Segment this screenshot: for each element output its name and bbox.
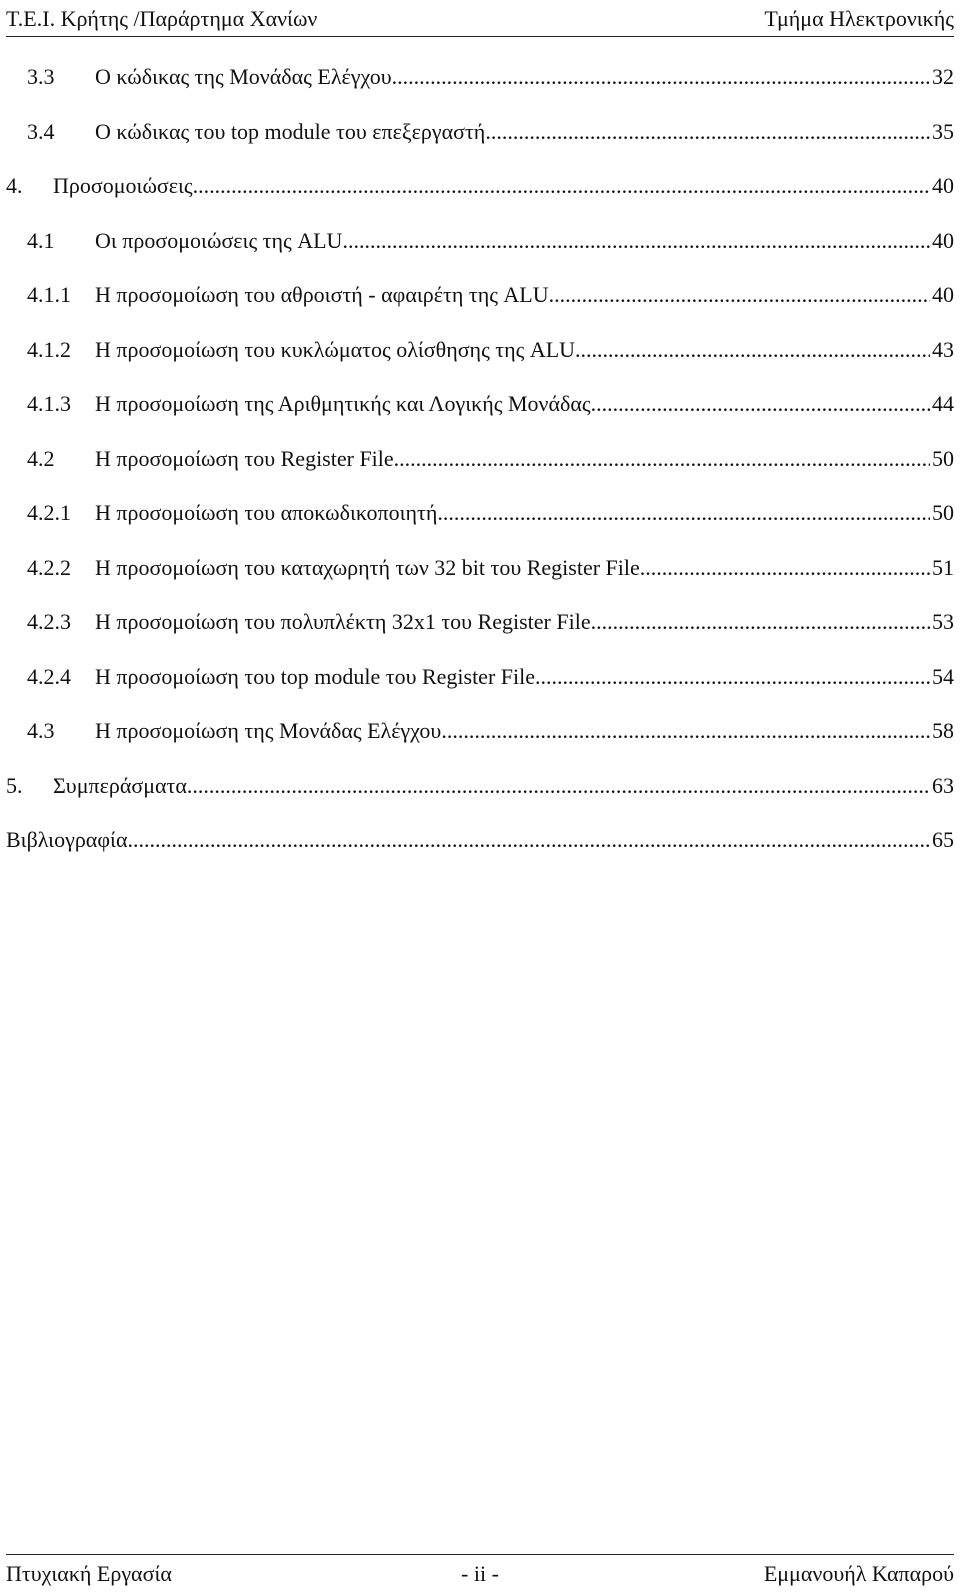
toc-entry-title: Η προσομοίωση του καταχωρητή των 32 bit του Register File xyxy=(95,554,640,580)
toc-entry-title: Ο κώδικας του top module του επεξεργαστή xyxy=(95,118,486,144)
header-department: Τμήμα Ηλεκτρονικής xyxy=(764,6,954,31)
toc-entry-title: Οι προσομοιώσεις της ALU xyxy=(95,227,343,253)
toc-entry-page: 40 xyxy=(932,173,954,198)
toc-entry-line xyxy=(27,650,954,704)
toc-dot-leader xyxy=(575,323,930,377)
toc-entry-number: 5. xyxy=(6,772,23,798)
footer-document-type: Πτυχιακή Εργασία xyxy=(6,1561,172,1586)
page-header xyxy=(6,2,954,37)
toc-entry-number: 4.2.3 xyxy=(27,609,71,634)
toc-entry-title: Η προσομοίωση του αθροιστή - αφαιρέτη της ALU xyxy=(95,282,549,307)
toc-entry-number: 4.1.1 xyxy=(27,282,71,307)
toc-entry[interactable] xyxy=(6,159,954,214)
toc-entry-title: Η προσομοίωση του Register File xyxy=(95,445,394,471)
toc-entry-line xyxy=(27,486,954,540)
toc-dot-leader xyxy=(591,377,930,431)
toc-dot-leader xyxy=(485,105,930,159)
toc-entry-number: 4.2.2 xyxy=(27,554,71,580)
toc-entry-title: Βιβλιογραφία xyxy=(6,827,128,852)
toc-entry-page: 63 xyxy=(932,772,954,798)
toc-entry-page: 43 xyxy=(932,336,954,362)
toc-dot-leader xyxy=(127,813,930,867)
toc-entry[interactable] xyxy=(6,50,954,105)
toc-entry-page: 65 xyxy=(932,827,954,852)
toc-entry[interactable] xyxy=(6,704,954,759)
toc-dot-leader xyxy=(591,595,930,649)
toc-entry-line xyxy=(6,813,954,867)
toc-entry[interactable] xyxy=(6,432,954,487)
footer-page-number: - ii - xyxy=(461,1561,499,1586)
toc-entry-line xyxy=(27,704,954,758)
toc-dot-leader xyxy=(535,650,930,704)
toc-entry-number: 4.2.4 xyxy=(27,663,71,689)
toc-entry-title: Η προσομοίωση της Μονάδας Ελέγχου xyxy=(95,718,442,743)
toc-dot-leader xyxy=(441,704,930,758)
toc-entry[interactable] xyxy=(6,813,954,868)
toc-dot-leader xyxy=(392,50,930,104)
toc-entry-title: Η προσομοίωση του πολυπλέκτη 32x1 του Register File xyxy=(95,609,591,634)
toc-entry[interactable] xyxy=(6,486,954,541)
toc-entry-title: Η προσομοίωση του αποκωδικοποιητή xyxy=(95,500,438,525)
toc-entry[interactable] xyxy=(6,595,954,650)
toc-dot-leader xyxy=(193,159,930,213)
page-footer xyxy=(6,1554,954,1591)
toc-entry-number: 4. xyxy=(6,173,23,198)
footer-author: Εμμανουήλ Καπαρού xyxy=(763,1561,954,1586)
toc-entry-line xyxy=(27,214,954,268)
toc-entry-number: 4.1.3 xyxy=(27,391,71,416)
toc-entry-page: 58 xyxy=(932,718,954,743)
toc-entry[interactable] xyxy=(6,268,954,323)
toc-entry-page: 32 xyxy=(932,64,954,89)
toc-entry-number: 3.3 xyxy=(27,64,55,89)
toc-entry-title: Προσομοιώσεις xyxy=(53,173,193,198)
toc-entry-page: 40 xyxy=(932,282,954,307)
toc-dot-leader xyxy=(549,268,930,322)
toc-entry-line xyxy=(27,377,954,431)
header-institution: Τ.Ε.Ι. Κρήτης /Παράρτημα Χανίων xyxy=(6,6,318,31)
table-of-contents xyxy=(6,50,954,868)
toc-entry-page: 50 xyxy=(932,500,954,525)
toc-entry-line xyxy=(27,595,954,649)
toc-entry-number: 4.1.2 xyxy=(27,336,71,362)
toc-entry-title: Συμπεράσματα xyxy=(53,772,187,798)
toc-entry-title: Ο κώδικας της Μονάδας Ελέγχου xyxy=(95,64,392,89)
toc-dot-leader xyxy=(640,541,930,595)
toc-entry-title: Η προσομοίωση του κυκλώματος ολίσθησης της ALU xyxy=(95,336,576,362)
toc-entry[interactable] xyxy=(6,541,954,596)
toc-entry-line xyxy=(27,432,954,486)
toc-entry-page: 51 xyxy=(932,554,954,580)
toc-entry-title: Η προσομοίωση του top module του Register File xyxy=(95,663,535,689)
toc-entry[interactable] xyxy=(6,105,954,160)
toc-entry-line xyxy=(27,541,954,595)
toc-entry-page: 50 xyxy=(932,445,954,471)
toc-entry-line xyxy=(6,159,954,213)
toc-entry-number: 4.2 xyxy=(27,445,55,471)
toc-entry-line xyxy=(27,50,954,104)
toc-entry-page: 53 xyxy=(932,609,954,634)
toc-entry-page: 35 xyxy=(932,118,954,144)
toc-entry-title: Η προσομοίωση της Αριθμητικής και Λογικής Μονάδας xyxy=(95,391,591,416)
toc-entry-number: 3.4 xyxy=(27,118,55,144)
toc-entry-page: 44 xyxy=(932,391,954,416)
toc-entry-line xyxy=(6,759,954,813)
toc-entry[interactable] xyxy=(6,650,954,705)
toc-entry-number: 4.3 xyxy=(27,718,55,743)
toc-dot-leader xyxy=(394,432,930,486)
toc-entry[interactable] xyxy=(6,377,954,432)
toc-entry[interactable] xyxy=(6,323,954,378)
toc-entry-page: 40 xyxy=(932,227,954,253)
toc-dot-leader xyxy=(187,759,930,813)
toc-dot-leader xyxy=(437,486,930,540)
toc-entry-number: 4.2.1 xyxy=(27,500,71,525)
toc-entry-line xyxy=(27,105,954,159)
toc-entry-line xyxy=(27,323,954,377)
toc-entry[interactable] xyxy=(6,214,954,269)
toc-dot-leader xyxy=(342,214,930,268)
toc-entry-line xyxy=(27,268,954,322)
toc-entry-number: 4.1 xyxy=(27,227,55,253)
toc-entry[interactable] xyxy=(6,759,954,814)
toc-entry-page: 54 xyxy=(932,663,954,689)
